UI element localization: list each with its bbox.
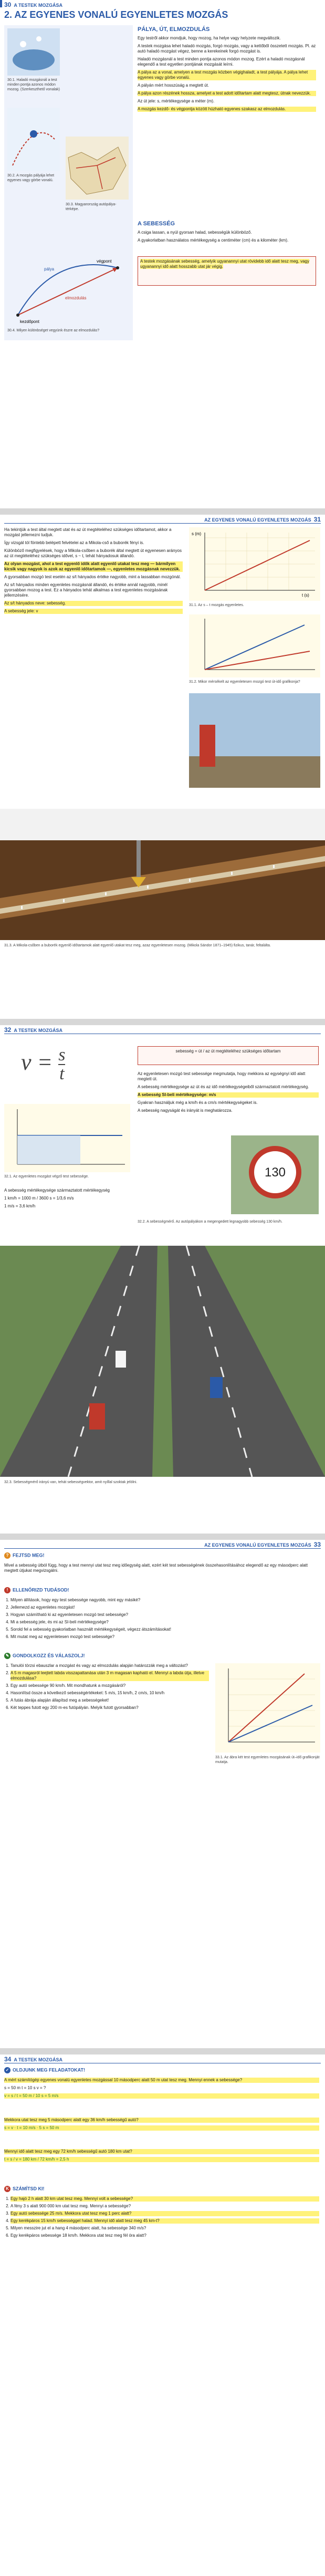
photo-mikola-tube (0, 809, 325, 940)
caption-31-2: 31.2. Mikor mérsékelt az egyenletesen mozgó test út-idő grafikonja? (189, 680, 300, 684)
page-31 (0, 515, 325, 1019)
page-30 (0, 0, 325, 508)
list-item: 4. Egy kerékpáros 15 km/h sebességgel halad. Mennyi idő alatt tesz meg 45 km-t? (11, 2218, 319, 2224)
photo-wood-rail (189, 693, 320, 788)
caption-31-3: 31.3. A Mikola-csőben a buborék egyenlő időtartamok alatt egyenlő utakat tesz meg, azaz egyenletesen mozog. (Mikola Sándor 1871–1945) fizikus, tanár, feltalálta. (4, 944, 271, 947)
diagram-path-label: pálya (44, 267, 55, 272)
photo-highway (0, 1246, 325, 1477)
graph-two-bodies (215, 1663, 320, 1753)
answer-list (4, 1663, 209, 1713)
page-edge-mark (0, 0, 2, 7)
figure-map (66, 137, 129, 200)
page-32 (0, 1025, 325, 1534)
example-2: Mekkora utat tesz meg 5 másodperc alatt egy 36 km/h sebességű autó? s = v · t = 10 m/s · 5 s = 50 m (4, 2118, 319, 2133)
list-item: 2. Jellemezd az egyenletes mozgást! (11, 1605, 319, 1610)
list-item: 2. A 5 m magasról leejtett labda visszapattanása után 3 m magasan kapható el. Mennyi a labda útja, illetve elmozdulása? (11, 1671, 209, 1681)
example-3: Mennyi idő alatt tesz meg egy 72 km/h sebességű autó 180 km utat? t = s / v = 180 km / 72 km/h = 2,5 h (4, 2149, 319, 2165)
running-header: AZ EGYENES VONALÚ EGYENLETES MOZGÁS 33 (204, 1541, 321, 1548)
header-rule (4, 523, 321, 524)
speed-intro: A csiga lassan, a nyúl gyorsan halad, sebességük különböző. A gyakorlatban használatos mértékegység a centiméter (cm) és a kilométer (km). (138, 230, 289, 243)
graph-x-label: t (s) (302, 593, 309, 598)
formula-v-s-t: v = $\frac{s}{t}$ (21, 1045, 66, 1083)
calc-heading: K SZÁMÍTSD KI! (4, 2186, 45, 2192)
list-item: 1. Tanulói törzsi ebauszlar a mozgást és vagy az elmozdulás alapján határozzák meg a változást? (11, 1663, 209, 1668)
header-rule (4, 1548, 321, 1549)
list-item: 6. Egy kerékpáros sebessége 18 km/h. Mekkora utat tesz meg fél óra alatt? (11, 2233, 319, 2238)
think-icon: ? (4, 1552, 11, 1559)
running-header: 30 A TESTEK MOZGÁSA (4, 1, 63, 8)
solved-heading: ✓ OLDJUNK MEG FELADATOKAT! (4, 2067, 85, 2073)
think-text: Mivel a sebesség útból függ, hogy a test mennyi utat tesz meg időegység alatt, ezért két test sebességének összehasonlításához elegendő az egy másodperc alatt megtett útjukat megvizsgálni. (4, 1563, 308, 1573)
diagram-displacement-label: elmozdulás (65, 296, 87, 300)
list-item: 1. Egy hajó 2 h alatt 30 km utat tesz meg. Mennyi volt a sebessége? (11, 2196, 319, 2202)
caption-33-1: 33.1. Az ábra két test egyenletes mozgásának út–idő grafikonját mutatja. (215, 1756, 320, 1764)
list-item: 1. Milyen állítások, hogy egy test sebessége nagyobb, mint egy másiké? (11, 1598, 319, 1603)
list-item: 5. A futás ábrája alapján állapítsd meg a sebességeket! (11, 1698, 209, 1703)
caption-30-3: 30.3. Magyarország autópálya-térképe. (66, 203, 117, 211)
figure-displacement (7, 247, 128, 326)
solved-icon: ✓ (4, 2067, 11, 2073)
caption-32-2: 32.2. A sebességmérő. Az autópályákon a megengedett legnagyobb sebesség 130 km/h. (138, 1220, 282, 1224)
check-list (4, 1598, 319, 1642)
caption-31-1: 31.1. Az s – t mozgás egyenletes. (189, 603, 244, 607)
graph-y-label: s (m) (192, 531, 202, 536)
caption-30-1: 30.1. Haladó mozgásnál a test minden pontja azonos módon mozog. (Szerkeszthető vonalak) (7, 78, 60, 91)
caption-32-1: 32.1. Az egyenletes mozgást végző test sebessége. (4, 1175, 89, 1179)
answer-heading: ✎ GONDOLKOZZ ÉS VÁLASZOLJ! (4, 1653, 85, 1659)
diagram-start-label: kezdőpont (20, 319, 39, 324)
figure-drops (7, 28, 60, 76)
text-column-31: Ha tekintjük a test által megtett utat és az út megtételéhez szükséges időtartamot, akkor a mozgást jellemezni tudjuk. Így vizsgál tól föntebb belépett felvételei az a Mikola-cső a buborék fényi is. Különböző megfigyelések, hogy a Mikola-csőben a buborék által megtett út egyenesen arányos az út megtételéhez szükséges idővel, s ~ t, tehát hányadosuk állandó. Az olyan mozgást, ahol a test egyenlő idők alatt egyenlő utakat tesz meg — bármilyen kicsik vagy nagyok is azok az egyenlő időtartamok —, egyenletes mozgásnak nevezzük. A gyorsabban mozgó test esetén az s/t hányados értéke nagyobb, mint a lassabban mozgónál. Az s/t hányados minden egyenletes mozgásnál állandó, és értéke annál nagyobb, minél gyorsabban mozog a test. Ez a hányados tehát alkalmas a test egyenletes mozgásának jellemzésére. Az s/t hányados neve: sebesség. A sebesség jele: v (4, 527, 183, 617)
text-column-30: Egy testről akkor mondjuk, hogy mozog, ha helye vagy helyzete megváltozik. A testek mozgása lehet haladó mozgás, forgó mozgás, vagy a kettőből összetett mozgás. Pl. az autó haladó mozgást végez, benne a kerekeinek forgó mozgást is. Haladó mozgásnál a test minden pontja azonos módon mozog. Ezért a haladó mozgásnál elegendő a test egyetlen pontjának mozgását leírni. A pálya az a vonal, amelyen a test mozgás közben végighaladt, a test pályája. A pálya lehet egyenes vagy görbe vonalú. A pályán mért hosszúság a megtett út. A pálya azon részének hossza, amelyet a test adott időtartam alatt megtesz, útnak nevezzük. Az út jele: s, mértékegysége a méter (m). A mozgás kezdő- és végpontja között húzható egyenes szakasz az elmozdulás. (138, 36, 316, 111)
diagram-end-label: végpont (97, 259, 112, 264)
list-item: 6. Mit mutat meg az egyenletesen mozgó test sebessége? (11, 1634, 319, 1640)
list-item: 5. Milyen messzire jut el a hang 4 másodperc alatt, ha sebessége 340 m/s? (11, 2226, 319, 2231)
page-34 (0, 2054, 325, 2576)
figure-skier (7, 108, 60, 171)
caption-30-4: 30.4. Milyen különbséget vegyünk észre az elmozdulás? (7, 329, 100, 332)
check-icon: ! (4, 1587, 11, 1593)
graph-speed (4, 1104, 130, 1172)
graph-comparison (189, 614, 320, 677)
chapter-title: 2. AZ EGYENES VONALÚ EGYENLETES MOZGÁS (4, 9, 228, 20)
speed-definition-box: sebesség = út / az út megtételéhez szükséges időtartam (138, 1046, 319, 1065)
running-header: 32 A TESTEK MOZGÁSA (4, 1026, 63, 1034)
section-speed-heading: A SEBESSÉG (138, 221, 175, 227)
list-item: 4. Hasonlítsd össze a következő sebességértékeket: 5 m/s, 15 km/h, 2 cm/s, 10 km/h (11, 1691, 209, 1696)
check-heading: ! ELLENŐRIZD TUDÁSOD! (4, 1587, 69, 1593)
key-definition-box: A testek mozgásának sebesség, amelyik ugyanannyi utat rövidebb idő alatt tesz meg, vagy ugyanannyi idő alatt hosszabb utat jár végig. (138, 256, 316, 286)
think-answer-icon: ✎ (4, 1653, 11, 1659)
running-header: AZ EGYENES VONALÚ EGYENLETES MOZGÁS 31 (204, 516, 321, 523)
calc-list (4, 2196, 319, 2240)
list-item: 3. Egy autó sebessége 90 km/h. Mit mondhatunk a mozgásáról? (11, 1683, 209, 1688)
think-heading: ? FEJTSD MEG! (4, 1552, 45, 1559)
caption-30-2: 30.2. A mozgás pályája lehet egyenes vagy görbe vonalú. (7, 174, 55, 182)
photo-speed-sign (231, 1135, 319, 1214)
running-header: 34 A TESTEK MOZGÁSA (4, 2056, 63, 2063)
calc-icon: K (4, 2186, 11, 2192)
page-33 (0, 1540, 325, 2048)
list-item: 4. Mi a sebesség jele, és mi az SI-beli mértékegysége? (11, 1620, 319, 1625)
list-item: 3. Hogyan számítható ki az egyenletesen mozgó test sebessége? (11, 1612, 319, 1618)
svg-text:130: 130 (264, 1165, 286, 1180)
list-item: 2. A fény 3 s alatt 900 000 km utat tesz meg. Mennyi a sebessége? (11, 2204, 319, 2209)
caption-32-3: 32.3. Sebességmérő irányú van, tehát sebességvektor, amit nyíllal szoktak jelölni. (4, 1480, 138, 1484)
list-item: 3. Egy autó sebessége 25 m/s. Mekkora utat tesz meg 1 perc alatt? (11, 2211, 319, 2216)
example-1: A mért számítógép egyenes vonalú egyenletes mozgással 10 másodperc alatt 50 m utat tesz meg. Mennyi ennek a sebessége? s = 50 m t = 10 s v = ? v = s / t = 50 m / 10 s = 5 m/s (4, 2078, 319, 2101)
conversion-block: A sebesség mértékegysége származtatott mértékegység 1 km/h = 1000 m / 3600 s = 1/3,6 m/s 1 m/s = 3,6 km/h (4, 1188, 110, 1208)
text-column-32: Az egyenletesen mozgó test sebessége megmutatja, hogy mekkora az egységnyi idő alatt megtett út. A sebesség mértékegysége az út és az idő mértékegységeiből származtatott mértékegység. A sebesség SI-beli mértékegysége: m/s Gyakran használjuk még a km/h és a cm/s mértékegységeket is. A sebesség nagyságát és irányát is meghatározza. (138, 1071, 319, 1116)
list-item: 5. Sorold fel a sebesség gyakorlatban használt mértékegységeit, végezz átszámításokat! (11, 1627, 319, 1632)
list-item: 6. Két teppes futott egy 200 m-es futópályán. Melyik futott gyorsabban? (11, 1705, 209, 1711)
graph-s-t (189, 527, 320, 601)
section-subtitle: PÁLYA, ÚT, ELMOZDULÁS (138, 26, 210, 33)
